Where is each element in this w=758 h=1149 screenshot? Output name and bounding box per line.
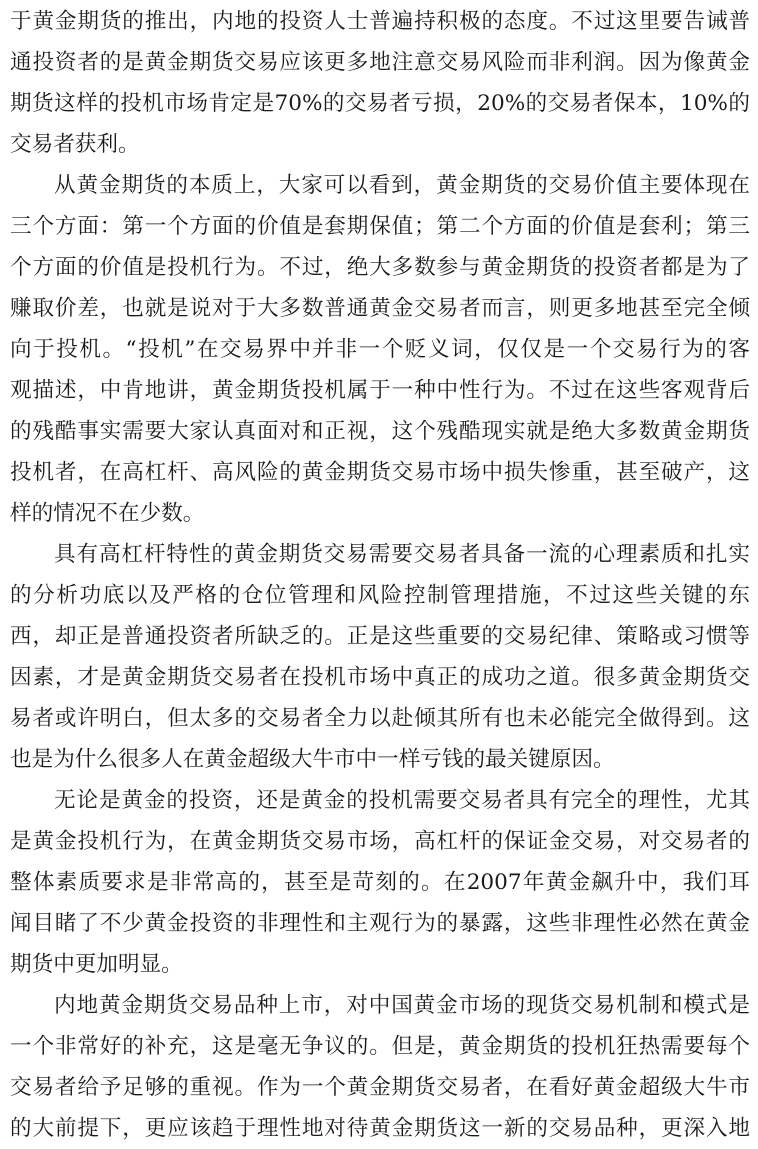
text-line: 具有高杠杆特性的黄金期货交易需要交易者具备一流的心理素质和扎实 xyxy=(54,542,750,567)
text-line: 的分析功底以及严格的仓位管理和风险控制管理措施，不过这些关键的东 xyxy=(10,583,750,608)
text-line: 交易者获利。 xyxy=(10,132,140,157)
text-line: 无论是黄金的投资，还是黄金的投机需要交易者具有完全的理性，尤其 xyxy=(54,788,750,813)
text-line: 三个方面：第一个方面的价值是套期保值；第二个方面的价值是套利；第三 xyxy=(10,214,750,239)
text-line: 闻目睹了不少黄金投资的非理性和主观行为的暴露，这些非理性必然在黄金 xyxy=(10,911,750,936)
text-line: 期货这样的投机市场肯定是70%的交易者亏损，20%的交易者保本，10%的 xyxy=(10,91,750,116)
text-line: 通投资者的是黄金期货交易应该更多地注意交易风险而非利润。因为像黄金 xyxy=(10,50,750,75)
text-line: 内地黄金期货交易品种上市，对中国黄金市场的现货交易机制和模式是 xyxy=(54,993,750,1018)
text-line: 西，却正是普通投资者所缺乏的。正是这些重要的交易纪律、策略或习惯等 xyxy=(10,624,750,649)
text-line: 于黄金期货的推出，内地的投资人士普遍持积极的态度。不过这里要告诫普 xyxy=(10,9,750,34)
text-line: 期货中更加明显。 xyxy=(10,952,183,977)
text-line: 交易者给予足够的重视。作为一个黄金期货交易者，在看好黄金超级大牛市 xyxy=(10,1075,750,1100)
text-line: 投机者，在高杠杆、高风险的黄金期货交易市场中损失惨重，甚至破产，这 xyxy=(10,460,750,485)
text-line: 因素，才是黄金期货交易者在投机市场中真正的成功之道。很多黄金期货交 xyxy=(10,665,750,690)
text-line: 的残酷事实需要大家认真面对和正视，这个残酷现实就是绝大多数黄金期货 xyxy=(10,419,750,444)
text-line: 观描述，中肯地讲，黄金期货投机属于一种中性行为。不过在这些客观背后 xyxy=(10,378,750,403)
text-line: 整体素质要求是非常高的，甚至是苛刻的。在2007年黄金飙升中，我们耳 xyxy=(10,870,750,895)
text-line: 的大前提下，更应该趋于理性地对待黄金期货这一新的交易品种，更深入地 xyxy=(10,1116,750,1141)
text-line: 从黄金期货的本质上，大家可以看到，黄金期货的交易价值主要体现在 xyxy=(54,173,750,198)
document-page xyxy=(10,2,750,1141)
text-line: 赚取价差，也就是说对于大多数普通黄金交易者而言，则更多地甚至完全倾 xyxy=(10,296,750,321)
text-line: 是黄金投机行为，在黄金期货交易市场，高杠杆的保证金交易，对交易者的 xyxy=(10,829,750,854)
text-line: 也是为什么很多人在黄金超级大牛市中一样亏钱的最关键原因。 xyxy=(10,747,615,772)
text-line: 易者或许明白，但太多的交易者全力以赴倾其所有也未必能完全做得到。这 xyxy=(10,706,750,731)
text-line: 一个非常好的补充，这是毫无争议的。但是，黄金期货的投机狂热需要每个 xyxy=(10,1034,750,1059)
text-line: 个方面的价值是投机行为。不过，绝大多数参与黄金期货的投资者都是为了 xyxy=(10,255,750,280)
text-line: 向于投机。“投机”在交易界中并非一个贬义词，仅仅是一个交易行为的客 xyxy=(10,337,750,362)
text-line: 样的情况不在少数。 xyxy=(10,501,205,526)
